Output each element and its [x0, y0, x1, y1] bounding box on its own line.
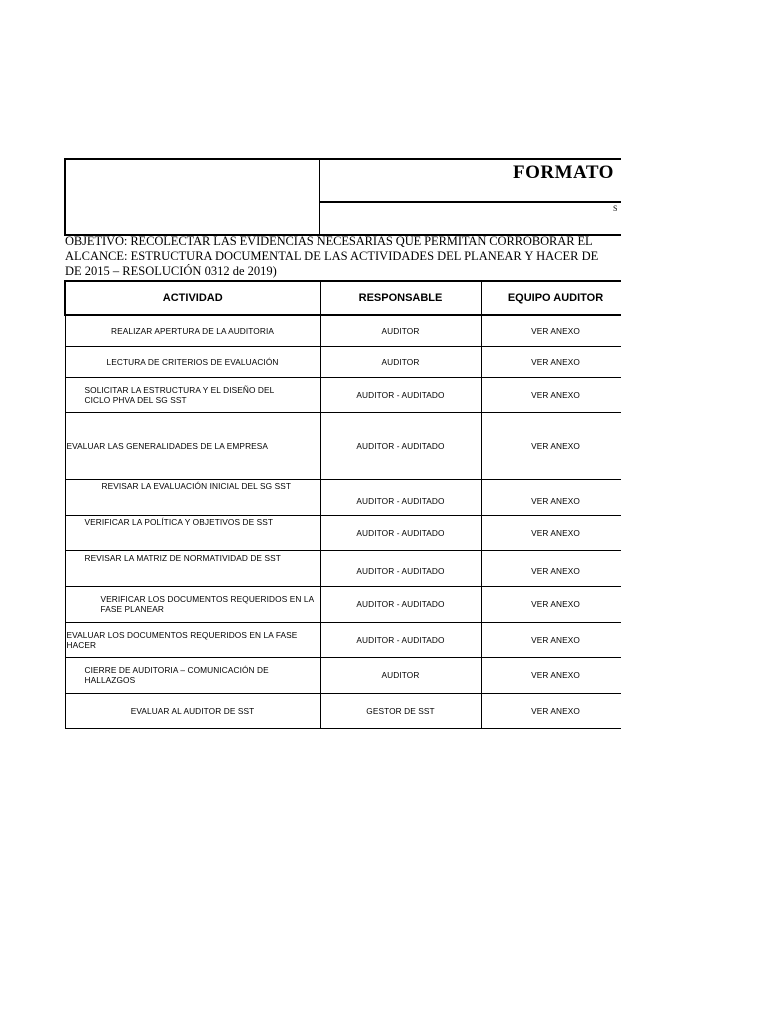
- table-row: [65, 622, 630, 657]
- cell-equipo: VER ANEXO: [481, 412, 630, 479]
- cell-actividad: REVISAR LA MATRIZ DE NORMATIVIDAD DE SST: [65, 550, 320, 586]
- header-actividad: ACTIVIDAD: [65, 281, 320, 315]
- cell-responsable: AUDITOR: [320, 346, 481, 377]
- cell-actividad: LECTURA DE CRITERIOS DE EVALUACIÓN: [65, 346, 320, 377]
- cell-actividad: CIERRE DE AUDITORIA – COMUNICACIÓN DE HALLAZGOS: [65, 657, 320, 693]
- header-equipo-auditor: EQUIPO AUDITOR: [481, 281, 630, 315]
- table-row: [65, 586, 630, 622]
- cell-equipo: VER ANEXO: [481, 586, 630, 622]
- table-header-row: [65, 281, 630, 315]
- cell-responsable: AUDITOR - AUDITADO: [320, 586, 481, 622]
- cell-equipo: VER ANEXO: [481, 315, 630, 346]
- table-row: [65, 693, 630, 728]
- cell-responsable: AUDITOR: [320, 315, 481, 346]
- cell-responsable: AUDITOR - AUDITADO: [320, 550, 481, 586]
- cell-actividad: EVALUAR LOS DOCUMENTOS REQUERIDOS EN LA FASE HACER: [65, 622, 320, 657]
- table-row: [65, 479, 630, 515]
- cell-actividad: REVISAR LA EVALUACIÓN INICIAL DEL SG SST: [65, 479, 320, 515]
- cell-equipo: VER ANEXO: [481, 515, 630, 550]
- cell-equipo: VER ANEXO: [481, 550, 630, 586]
- cell-actividad: EVALUAR AL AUDITOR DE SST: [65, 693, 320, 728]
- table-row: [65, 346, 630, 377]
- table-row: [65, 315, 630, 346]
- cell-equipo: VER ANEXO: [481, 693, 630, 728]
- header-responsable: RESPONSABLE: [320, 281, 481, 315]
- cell-actividad: REALIZAR APERTURA DE LA AUDITORIA: [65, 315, 320, 346]
- cell-responsable: AUDITOR - AUDITADO: [320, 479, 481, 515]
- cell-responsable: AUDITOR - AUDITADO: [320, 412, 481, 479]
- cell-equipo: VER ANEXO: [481, 346, 630, 377]
- cell-actividad: VERIFICAR LA POLÍTICA Y OBJETIVOS DE SST: [65, 515, 320, 550]
- cell-responsable: AUDITOR: [320, 657, 481, 693]
- page-crop-mask: [621, 150, 768, 750]
- cell-equipo: VER ANEXO: [481, 622, 630, 657]
- cell-responsable: GESTOR DE SST: [320, 693, 481, 728]
- table-row: [65, 377, 630, 412]
- table-row: [65, 515, 630, 550]
- cell-responsable: AUDITOR - AUDITADO: [320, 515, 481, 550]
- cell-responsable: AUDITOR - AUDITADO: [320, 377, 481, 412]
- scope-text-line1: ALCANCE: ESTRUCTURA DOCUMENTAL DE LAS ACTIVIDADES DEL PLANEAR Y HACER DE: [65, 249, 599, 263]
- subtitle-cell: [319, 202, 629, 236]
- scope-text-line2: DE 2015 – RESOLUCIÓN 0312 de 2019): [65, 264, 277, 278]
- cell-responsable: AUDITOR - AUDITADO: [320, 622, 481, 657]
- objective-text: OBJETIVO: RECOLECTAR LAS EVIDENCIAS NECESARIAS QUE PERMITAN CORROBORAR EL: [65, 234, 593, 248]
- cell-equipo: VER ANEXO: [481, 657, 630, 693]
- table-row: [65, 412, 630, 479]
- cell-equipo: VER ANEXO: [481, 377, 630, 412]
- cell-actividad: SOLICITAR LA ESTRUCTURA Y EL DISEÑO DEL CICLO PHVA DEL SG SST: [65, 377, 320, 412]
- cell-equipo: VER ANEXO: [481, 479, 630, 515]
- title-cell: [319, 158, 629, 203]
- logo-cell: [64, 158, 320, 236]
- activities-table: [64, 280, 631, 729]
- document-title: FORMATO: [513, 162, 614, 183]
- table-row: [65, 657, 630, 693]
- subtitle-fragment: S: [613, 204, 618, 213]
- cell-actividad: EVALUAR LAS GENERALIDADES DE LA EMPRESA: [65, 412, 320, 479]
- table-row: [65, 550, 630, 586]
- cell-actividad: VERIFICAR LOS DOCUMENTOS REQUERIDOS EN LA FASE PLANEAR: [65, 586, 320, 622]
